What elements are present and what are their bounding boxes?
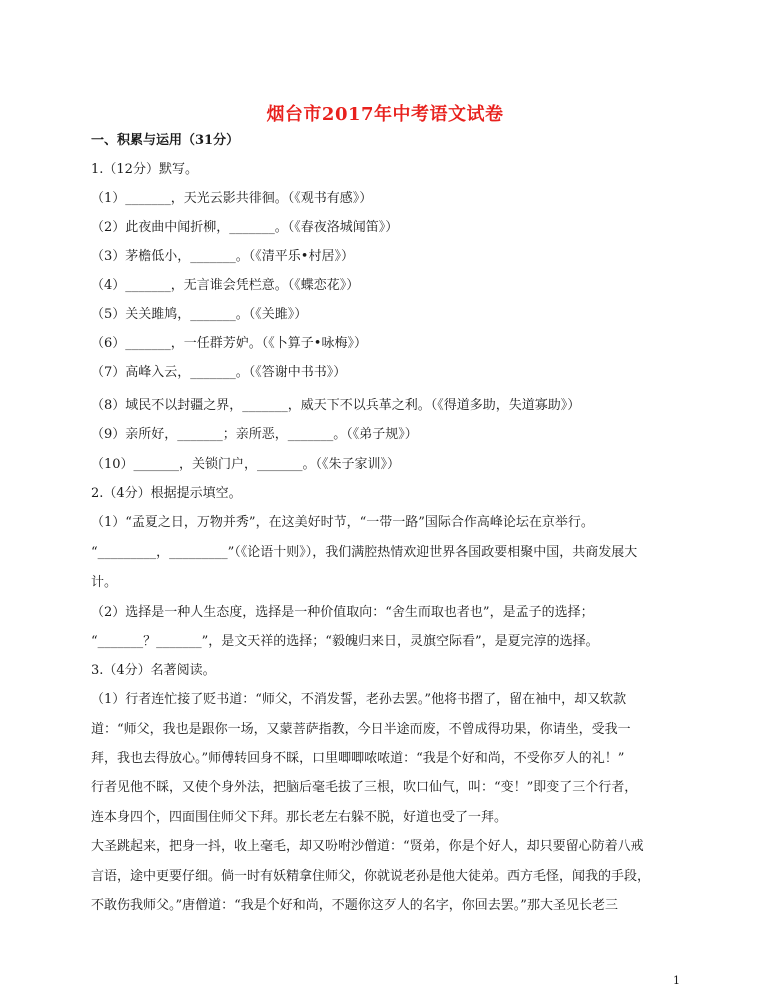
reading-passage-line: 言语，途中更要仔细。倘一时有妖精拿住师父，你就说老孙是他大徒弟。西方毛怪，闻我的手段， [91, 869, 651, 884]
question-2-heading: 2.（4分）根据提示填空。 [91, 486, 242, 501]
question-1-item: （4）_______，无言谁会凭栏意。（《蝶恋花》） [91, 278, 360, 293]
page-number: 1 [673, 974, 680, 987]
question-2-text: 计。 [91, 575, 118, 590]
question-1-item: （10）_______，关锁门户，_______。（《朱子家训》） [91, 457, 401, 472]
question-1-item: （9）亲所好，_______；亲所恶，_______。（《弟子规》） [91, 427, 418, 442]
reading-passage-line: 道：“师父，我也是跟你一场，又蒙菩萨指教，今日半途而废，不曾成得功果，你请坐，受我一 [91, 722, 631, 737]
question-2-text: “_________，_________”（《论语十则》），我们满腔热情欢迎世界各国政要相聚中国，共商发展大 [91, 545, 638, 560]
reading-passage-line: 连本身四个，四面围住师父下拜。那长老左右躲不脱，好道也受了一拜。 [91, 810, 508, 825]
question-1-item: （7）高峰入云，_______。（《答谢中书书》） [91, 365, 347, 380]
question-1-item: （5）关关雎鸠，_______。（《关雎》） [91, 307, 308, 322]
question-1-heading: 1.（12分）默写。 [91, 162, 198, 177]
question-1-item: （3）茅檐低小，_______。（《清平乐•村居》） [91, 249, 354, 264]
page-title: 烟台市2017年中考语文试卷 [266, 104, 504, 125]
section-heading: 一、积累与运用（31分） [91, 133, 240, 148]
question-2-text: （2）选择是一种人生态度，选择是一种价值取向：“舍生而取也者也”，是孟子的选择； [91, 605, 594, 620]
question-1-item: （2）此夜曲中闻折柳，_______。（《春夜洛城闻笛》） [91, 220, 399, 235]
reading-passage-line: 大圣跳起来，把身一抖，收上毫毛，却又吩咐沙僧道：“贤弟，你是个好人，却只要留心防着八戒 [91, 839, 644, 854]
question-1-item: （1）_______，天光云影共徘徊。（《观书有感》） [91, 191, 373, 206]
question-3-heading: 3.（4分）名著阅读。 [91, 663, 216, 678]
question-1-item: （6）_______，一任群芳妒。（《卜算子•咏梅》） [91, 336, 367, 351]
reading-passage-line: （1）行者连忙接了贬书道：“师父，不消发誓，老孙去罢。”他将书摺了，留在袖中，却又软款 [91, 692, 627, 707]
question-1-item: （8）域民不以封疆之界，_______，威天下不以兵革之利。（《得道多助，失道寡助》） [91, 398, 581, 413]
question-2-text: “_______？_______”，是文天祥的选择；“毅魄归来日，灵旗空际看”，是夏完淳的选择。 [91, 634, 599, 649]
reading-passage-line: 不敢伤我师父。”唐僧道：“我是个好和尚，不题你这歹人的名字，你回去罢。”那大圣见长老三 [91, 898, 618, 913]
reading-passage-line: 拜，我也去得放心。”师傅转回身不睬，口里唧唧哝哝道：“我是个好和尚，不受你歹人的礼！” [91, 751, 625, 766]
question-2-text: （1）“孟夏之日，万物并秀”，在这美好时节，“一带一路”国际合作高峰论坛在京举行。 [91, 515, 594, 530]
reading-passage-line: 行者见他不睬，又使个身外法，把脑后毫毛拔了三根，吹口仙气，叫：“变！”即变了三个行者， [91, 780, 638, 795]
